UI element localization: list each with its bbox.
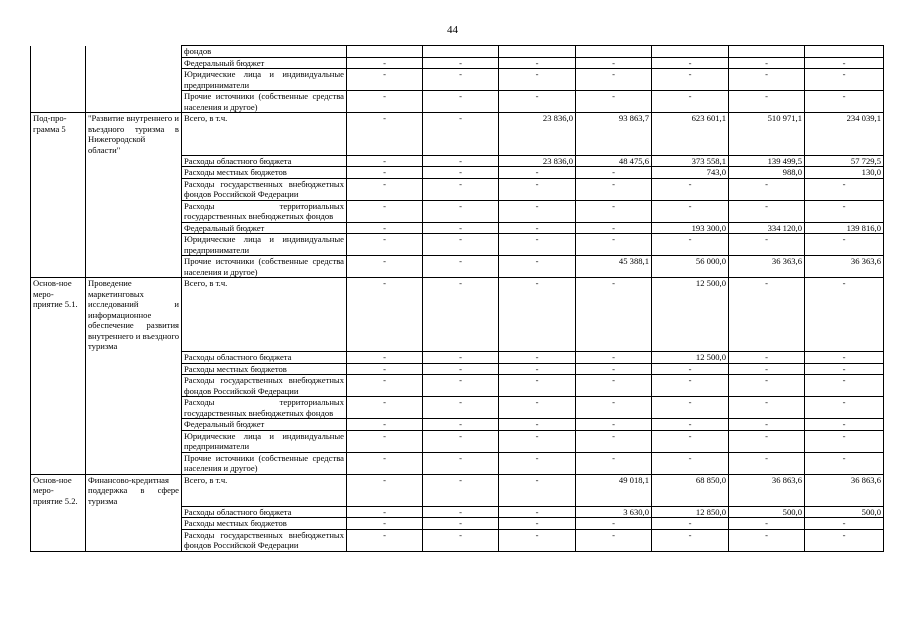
value-cell: 36 363,6 xyxy=(805,256,884,278)
program-name-cell xyxy=(86,529,182,551)
funding-source-cell: Юридические лица и индивидуальные предприниматели xyxy=(182,69,347,91)
value-cell: - xyxy=(423,452,499,474)
value-cell: - xyxy=(423,352,499,364)
program-name-cell: Проведение маркетинговых исследований и информационное обеспечение развития внутреннего и въездного туризма xyxy=(86,278,182,352)
value-cell: - xyxy=(347,452,423,474)
program-name-cell xyxy=(86,452,182,474)
value-cell: - xyxy=(499,452,576,474)
funding-source-cell: Федеральный бюджет xyxy=(182,222,347,234)
value-cell: - xyxy=(499,363,576,375)
funding-source-cell: Всего, в т.ч. xyxy=(182,113,347,156)
value-cell: - xyxy=(652,363,729,375)
row-number-cell xyxy=(31,529,86,551)
value-cell: - xyxy=(347,69,423,91)
value-cell xyxy=(576,46,652,58)
value-cell: - xyxy=(805,363,884,375)
value-cell: 510 971,1 xyxy=(729,113,805,156)
table-row xyxy=(31,397,884,419)
funding-source-cell: Прочие источники (собственные средства населения и другое) xyxy=(182,256,347,278)
value-cell: - xyxy=(805,278,884,352)
row-number-cell xyxy=(31,69,86,91)
value-cell: - xyxy=(576,518,652,530)
program-name-cell xyxy=(86,375,182,397)
value-cell: 68 850,0 xyxy=(652,474,729,506)
program-name-cell xyxy=(86,352,182,364)
row-number-cell xyxy=(31,178,86,200)
program-name-cell xyxy=(86,69,182,91)
value-cell: - xyxy=(347,155,423,167)
value-cell: - xyxy=(805,178,884,200)
value-cell: - xyxy=(805,91,884,113)
value-cell: - xyxy=(729,518,805,530)
value-cell: - xyxy=(423,419,499,431)
value-cell: - xyxy=(347,113,423,156)
funding-source-cell: Прочие источники (собственные средства населения и другое) xyxy=(182,91,347,113)
value-cell: - xyxy=(347,222,423,234)
value-cell xyxy=(499,46,576,58)
row-number-cell xyxy=(31,57,86,69)
funding-source-cell: Расходы областного бюджета xyxy=(182,155,347,167)
value-cell: - xyxy=(576,57,652,69)
value-cell: - xyxy=(499,178,576,200)
value-cell: 23 836,0 xyxy=(499,155,576,167)
value-cell: - xyxy=(729,278,805,352)
program-name-cell xyxy=(86,234,182,256)
value-cell: - xyxy=(499,506,576,518)
funding-source-cell: Федеральный бюджет xyxy=(182,57,347,69)
row-number-cell xyxy=(31,222,86,234)
row-number-cell xyxy=(31,46,86,58)
value-cell: - xyxy=(423,178,499,200)
value-cell: 130,0 xyxy=(805,167,884,179)
value-cell: - xyxy=(423,113,499,156)
value-cell: 988,0 xyxy=(729,167,805,179)
row-number-cell xyxy=(31,352,86,364)
value-cell: - xyxy=(499,222,576,234)
value-cell: - xyxy=(729,69,805,91)
value-cell xyxy=(805,46,884,58)
table-row xyxy=(31,363,884,375)
value-cell: - xyxy=(347,167,423,179)
value-cell: - xyxy=(805,352,884,364)
value-cell: - xyxy=(729,419,805,431)
program-name-cell xyxy=(86,57,182,69)
value-cell: - xyxy=(576,167,652,179)
value-cell: - xyxy=(423,155,499,167)
value-cell: - xyxy=(576,178,652,200)
program-name-cell xyxy=(86,506,182,518)
table-row xyxy=(31,57,884,69)
table-row xyxy=(31,113,884,156)
table-row xyxy=(31,69,884,91)
table-row xyxy=(31,352,884,364)
value-cell: - xyxy=(652,518,729,530)
value-cell: - xyxy=(347,375,423,397)
value-cell: - xyxy=(423,167,499,179)
table-row xyxy=(31,155,884,167)
value-cell: - xyxy=(576,200,652,222)
value-cell: 500,0 xyxy=(805,506,884,518)
value-cell xyxy=(729,46,805,58)
funding-source-cell: Всего, в т.ч. xyxy=(182,278,347,352)
value-cell: - xyxy=(423,518,499,530)
funding-source-cell: Юридические лица и индивидуальные предприниматели xyxy=(182,234,347,256)
value-cell: - xyxy=(652,419,729,431)
row-number-cell xyxy=(31,452,86,474)
value-cell: - xyxy=(499,256,576,278)
value-cell: - xyxy=(499,69,576,91)
value-cell: 36 363,6 xyxy=(729,256,805,278)
table-row xyxy=(31,375,884,397)
value-cell: - xyxy=(423,430,499,452)
funding-source-cell: Расходы государственных внебюджетных фондов Российской Федерации xyxy=(182,178,347,200)
table-row xyxy=(31,46,884,58)
funding-source-cell: Расходы территориальных государственных внебюджетных фондов xyxy=(182,200,347,222)
table-row xyxy=(31,256,884,278)
value-cell: - xyxy=(423,397,499,419)
value-cell: - xyxy=(576,397,652,419)
funding-source-cell: Расходы местных бюджетов xyxy=(182,363,347,375)
value-cell: - xyxy=(729,91,805,113)
value-cell: 334 120,0 xyxy=(729,222,805,234)
value-cell: - xyxy=(805,57,884,69)
value-cell: 12 850,0 xyxy=(652,506,729,518)
program-name-cell xyxy=(86,256,182,278)
value-cell: 3 630,0 xyxy=(576,506,652,518)
program-name-cell xyxy=(86,200,182,222)
value-cell: - xyxy=(347,256,423,278)
value-cell: - xyxy=(729,200,805,222)
value-cell: - xyxy=(499,419,576,431)
value-cell: 49 018,1 xyxy=(576,474,652,506)
program-name-cell xyxy=(86,167,182,179)
value-cell: - xyxy=(729,363,805,375)
value-cell: 93 863,7 xyxy=(576,113,652,156)
value-cell: - xyxy=(423,222,499,234)
value-cell: - xyxy=(423,474,499,506)
value-cell: - xyxy=(576,278,652,352)
program-name-cell xyxy=(86,397,182,419)
funding-source-cell: Расходы областного бюджета xyxy=(182,506,347,518)
value-cell: - xyxy=(347,57,423,69)
value-cell: - xyxy=(576,430,652,452)
program-name-cell xyxy=(86,518,182,530)
value-cell: - xyxy=(499,529,576,551)
row-number-cell xyxy=(31,430,86,452)
value-cell: 373 558,1 xyxy=(652,155,729,167)
row-number-cell xyxy=(31,167,86,179)
value-cell: - xyxy=(499,167,576,179)
program-name-cell xyxy=(86,419,182,431)
value-cell: - xyxy=(805,419,884,431)
value-cell: - xyxy=(347,363,423,375)
table-row xyxy=(31,278,884,352)
value-cell: - xyxy=(347,506,423,518)
value-cell: 12 500,0 xyxy=(652,352,729,364)
table-row xyxy=(31,222,884,234)
table-row xyxy=(31,518,884,530)
value-cell: - xyxy=(347,529,423,551)
value-cell: - xyxy=(423,529,499,551)
value-cell: - xyxy=(423,363,499,375)
value-cell: - xyxy=(652,452,729,474)
value-cell: - xyxy=(729,452,805,474)
row-number-cell xyxy=(31,375,86,397)
funding-source-cell: Федеральный бюджет xyxy=(182,419,347,431)
value-cell: - xyxy=(499,430,576,452)
table-row xyxy=(31,506,884,518)
value-cell: 234 039,1 xyxy=(805,113,884,156)
funding-source-cell: Расходы территориальных государственных внебюджетных фондов xyxy=(182,397,347,419)
value-cell: - xyxy=(347,200,423,222)
value-cell: - xyxy=(805,430,884,452)
value-cell: - xyxy=(499,474,576,506)
funding-source-cell: Расходы местных бюджетов xyxy=(182,518,347,530)
table-row xyxy=(31,200,884,222)
page-number: 44 xyxy=(447,24,458,36)
funding-source-cell: Расходы областного бюджета xyxy=(182,352,347,364)
value-cell: - xyxy=(729,234,805,256)
table-row xyxy=(31,452,884,474)
row-number-cell xyxy=(31,419,86,431)
value-cell: - xyxy=(729,529,805,551)
value-cell: - xyxy=(652,91,729,113)
value-cell: - xyxy=(576,222,652,234)
value-cell: - xyxy=(347,178,423,200)
table-row xyxy=(31,529,884,551)
value-cell: - xyxy=(729,397,805,419)
table-row xyxy=(31,178,884,200)
program-name-cell xyxy=(86,363,182,375)
value-cell: - xyxy=(499,375,576,397)
value-cell: - xyxy=(423,256,499,278)
funding-source-cell: фондов xyxy=(182,46,347,58)
value-cell: - xyxy=(652,234,729,256)
table-body xyxy=(31,46,884,552)
value-cell: - xyxy=(347,352,423,364)
table-row xyxy=(31,430,884,452)
row-number-cell xyxy=(31,91,86,113)
value-cell: - xyxy=(652,529,729,551)
funding-source-cell: Юридические лица и индивидуальные предприниматели xyxy=(182,430,347,452)
value-cell: 743,0 xyxy=(652,167,729,179)
value-cell: 45 388,1 xyxy=(576,256,652,278)
program-name-cell xyxy=(86,91,182,113)
row-number-cell xyxy=(31,234,86,256)
funding-source-cell: Расходы государственных внебюджетных фондов Российской Федерации xyxy=(182,375,347,397)
value-cell: - xyxy=(347,278,423,352)
funding-source-cell: Расходы местных бюджетов xyxy=(182,167,347,179)
table-row xyxy=(31,474,884,506)
program-name-cell xyxy=(86,178,182,200)
value-cell: - xyxy=(652,69,729,91)
value-cell: - xyxy=(576,529,652,551)
value-cell: - xyxy=(576,375,652,397)
value-cell: - xyxy=(423,91,499,113)
value-cell: - xyxy=(576,352,652,364)
row-number-cell xyxy=(31,506,86,518)
value-cell: - xyxy=(499,518,576,530)
funding-source-cell: Всего, в т.ч. xyxy=(182,474,347,506)
value-cell: - xyxy=(576,452,652,474)
value-cell: - xyxy=(652,178,729,200)
table-row xyxy=(31,419,884,431)
value-cell: 193 300,0 xyxy=(652,222,729,234)
value-cell: - xyxy=(499,352,576,364)
value-cell: - xyxy=(423,200,499,222)
value-cell: - xyxy=(499,234,576,256)
value-cell: - xyxy=(652,200,729,222)
value-cell: - xyxy=(347,474,423,506)
value-cell: - xyxy=(576,419,652,431)
program-name-cell xyxy=(86,155,182,167)
value-cell: - xyxy=(576,234,652,256)
value-cell: - xyxy=(347,419,423,431)
row-number-cell xyxy=(31,155,86,167)
table-row xyxy=(31,234,884,256)
program-name-cell xyxy=(86,46,182,58)
value-cell: - xyxy=(576,363,652,375)
program-name-cell xyxy=(86,430,182,452)
value-cell: - xyxy=(729,430,805,452)
value-cell: - xyxy=(805,529,884,551)
row-number-cell: Основ-ное меро-приятие 5.1. xyxy=(31,278,86,352)
row-number-cell: Основ-ное меро-приятие 5.2. xyxy=(31,474,86,506)
value-cell: - xyxy=(499,91,576,113)
value-cell: - xyxy=(805,234,884,256)
value-cell xyxy=(423,46,499,58)
value-cell: - xyxy=(499,200,576,222)
value-cell: - xyxy=(347,234,423,256)
value-cell: - xyxy=(499,278,576,352)
funding-source-cell: Расходы государственных внебюджетных фондов Российской Федерации xyxy=(182,529,347,551)
value-cell: - xyxy=(499,397,576,419)
program-name-cell: Финансово-кредитная поддержка в сфере туризма xyxy=(86,474,182,506)
value-cell: - xyxy=(499,57,576,69)
value-cell: - xyxy=(729,375,805,397)
value-cell: - xyxy=(423,69,499,91)
value-cell: 623 601,1 xyxy=(652,113,729,156)
value-cell: - xyxy=(805,375,884,397)
value-cell: - xyxy=(652,375,729,397)
value-cell: - xyxy=(347,518,423,530)
table-row xyxy=(31,167,884,179)
value-cell xyxy=(347,46,423,58)
budget-table xyxy=(30,45,884,552)
program-name-cell xyxy=(86,222,182,234)
value-cell: - xyxy=(652,430,729,452)
value-cell: 23 836,0 xyxy=(499,113,576,156)
funding-source-cell: Прочие источники (собственные средства населения и другое) xyxy=(182,452,347,474)
value-cell: 12 500,0 xyxy=(652,278,729,352)
row-number-cell xyxy=(31,518,86,530)
value-cell: - xyxy=(805,518,884,530)
value-cell: - xyxy=(576,91,652,113)
value-cell: - xyxy=(652,397,729,419)
table-row xyxy=(31,91,884,113)
value-cell: - xyxy=(423,506,499,518)
row-number-cell xyxy=(31,200,86,222)
value-cell: 139 499,5 xyxy=(729,155,805,167)
value-cell: - xyxy=(805,200,884,222)
row-number-cell xyxy=(31,256,86,278)
row-number-cell xyxy=(31,397,86,419)
program-name-cell: "Развитие внутреннего и въездного туризма в Нижегородской области" xyxy=(86,113,182,156)
value-cell: - xyxy=(805,69,884,91)
value-cell: 48 475,6 xyxy=(576,155,652,167)
value-cell: - xyxy=(423,278,499,352)
value-cell: - xyxy=(347,91,423,113)
value-cell: 56 000,0 xyxy=(652,256,729,278)
value-cell: - xyxy=(347,397,423,419)
row-number-cell: Под-про-грамма 5 xyxy=(31,113,86,156)
value-cell: - xyxy=(805,452,884,474)
value-cell: - xyxy=(729,352,805,364)
value-cell xyxy=(652,46,729,58)
value-cell: - xyxy=(347,430,423,452)
value-cell: 36 863,6 xyxy=(805,474,884,506)
value-cell: 57 729,5 xyxy=(805,155,884,167)
value-cell: - xyxy=(805,397,884,419)
value-cell: - xyxy=(729,178,805,200)
value-cell: - xyxy=(652,57,729,69)
value-cell: - xyxy=(423,57,499,69)
value-cell: - xyxy=(729,57,805,69)
row-number-cell xyxy=(31,363,86,375)
value-cell: 500,0 xyxy=(729,506,805,518)
value-cell: 36 863,6 xyxy=(729,474,805,506)
value-cell: - xyxy=(423,234,499,256)
value-cell: - xyxy=(423,375,499,397)
value-cell: 139 816,0 xyxy=(805,222,884,234)
value-cell: - xyxy=(576,69,652,91)
